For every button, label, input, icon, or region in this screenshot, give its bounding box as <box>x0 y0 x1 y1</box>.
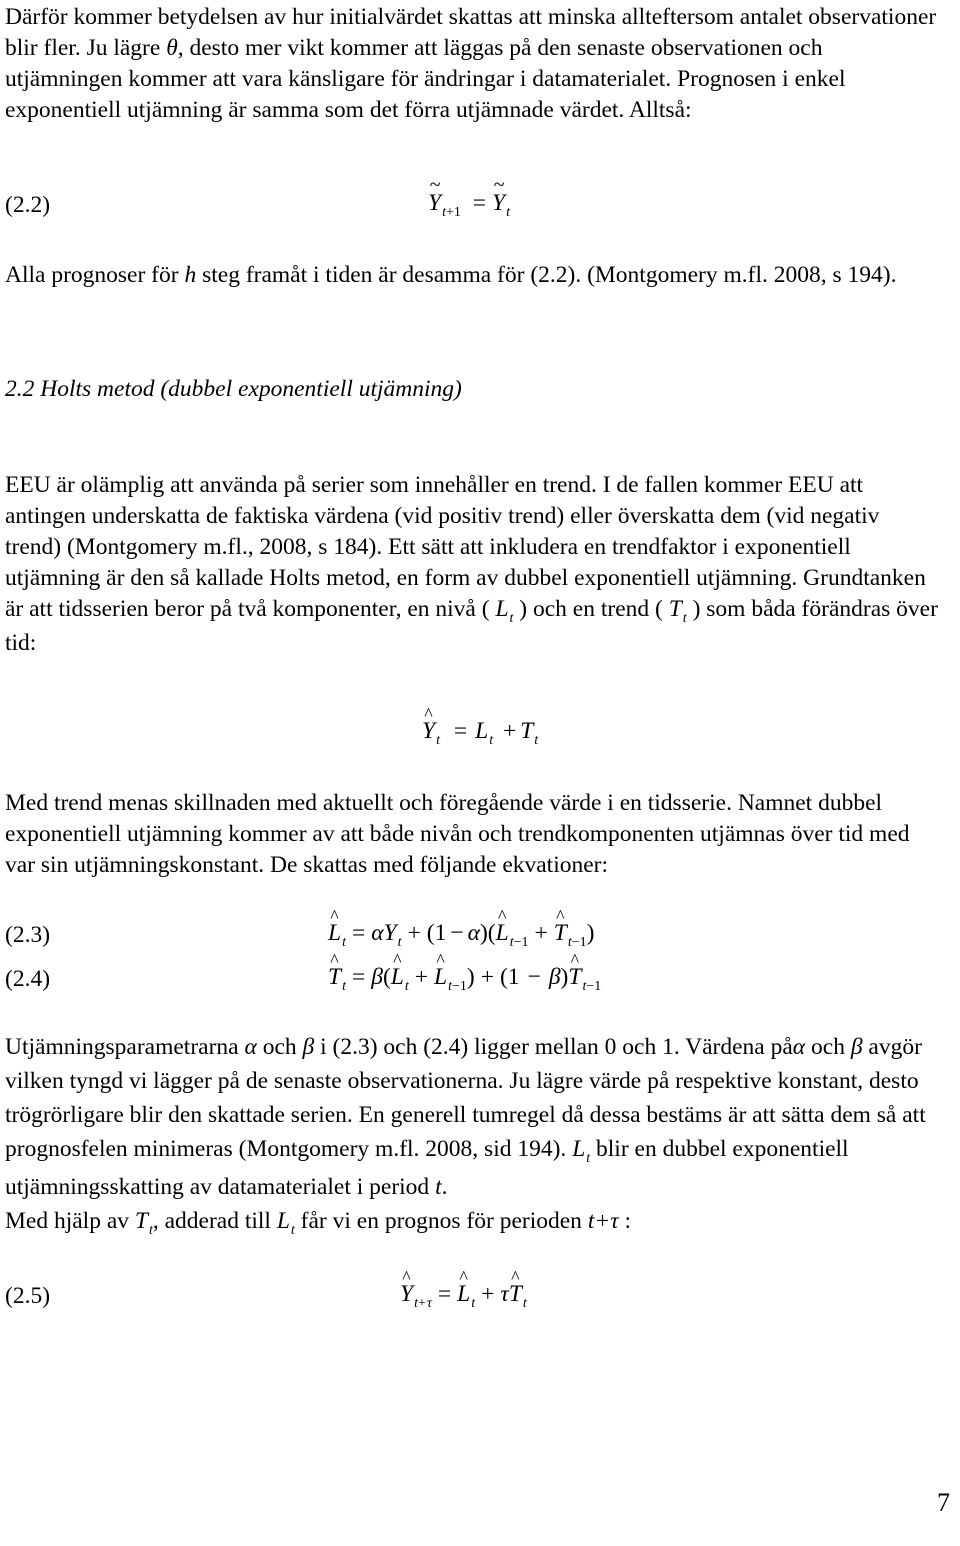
text: . <box>441 1174 448 1200</box>
theta-symbol: θ <box>166 35 178 61</box>
text: blir en dubbel exponentiell utjämningsskatting av datamaterialet i period <box>5 1136 849 1200</box>
paragraph-parameters: Utjämningsparametrarna α och β i (2.3) och (2.4) ligger mellan 0 och 1. Värdena påα och β avgör vilken tyngd vi lägger på de senaste observationerna. Ju lägre värde på respektive konstant, desto trögrörligare blir den skattade serien. En generell tumregel då dessa bestäms är att sätta dem så att prognosfelen minimeras (Montgomery m.fl. 2008, sid 194). $L_t$ blir en dubbel exponentiell utjämningsskatting av datamaterialet i period t. Med hjälp av $T_t$, adderad till $L_t$ får vi en prognos för perioden t+τ : <box>5 1034 926 1238</box>
section-heading: 2.2 Holts metod (dubbel exponentiell utjämning) <box>5 376 462 402</box>
y-tilde: ~ Y <box>492 190 505 217</box>
equation-2-2 <box>428 190 510 220</box>
equation-label-2-4: (2.4) <box>5 966 51 992</box>
equals-sign: = <box>453 718 468 744</box>
equals-sign: = <box>472 190 487 216</box>
text: ) och en trend ( <box>513 596 669 622</box>
text: avgör vilken tyngd vi lägger på de senaste observationerna. Ju lägre värde på respektive konstant, desto trögrörligare blir den skattade serien. En generell tumregel då dessa bestäms är att sätta dem så att prognosfelen minimeras (Montgomery m.fl. 2008, sid 194). <box>5 1034 926 1162</box>
text: , desto mer vikt kommer att läggas på den senaste observationen och utjämningen kommer att vara känsligare för ändringar i datamaterialet. Prognosen i enkel exponentiell utjämning är samma som det förra utjämnade värdet. Alltså: <box>5 35 846 123</box>
text: får vi en prognos för perioden <box>294 1208 588 1234</box>
text: Alla prognoser för <box>5 262 185 288</box>
equation-2-3: ^ $L_t = \alpha Y_t + (1$ − α)(^ $L_{t-1}$ +^ $T_{t-1}$) <box>328 920 594 947</box>
text: i (2.3) och (2.4) ligger mellan 0 och 1. Värdena på <box>314 1034 793 1060</box>
subscript: t <box>436 733 440 748</box>
equation-holt <box>422 718 539 748</box>
subscript: t <box>509 611 514 626</box>
h-symbol: h <box>184 262 197 288</box>
text: och <box>805 1034 851 1060</box>
text: Utjämningsparametrarna <box>5 1034 245 1060</box>
alpha-symbol: α <box>244 1034 257 1060</box>
beta-symbol: β <box>302 1034 315 1060</box>
paragraph-forecasts <box>5 260 940 291</box>
tau-symbol: τ <box>610 1208 619 1234</box>
plus-sign: + <box>502 718 517 744</box>
subscript: 1 <box>453 205 461 220</box>
subscript: t <box>442 205 446 220</box>
text: Därför kommer betydelsen av hur initialvärdet skattas att minska allteftersom antalet observationer blir fler. Ju lägre <box>5 4 937 61</box>
y-hat: ^ Y <box>422 718 435 745</box>
y-tilde: ~ Y <box>428 190 441 217</box>
equation-2-4: ^ $T_t$ = β(^ $L_t$ +^ $L_{t-1}) + (1$ − β)^ $T_{t-1}$ <box>328 964 601 991</box>
l-symbol: L <box>495 596 509 622</box>
paragraph-intro <box>5 2 940 126</box>
t-symbol: T <box>134 1208 148 1234</box>
subscript: t <box>489 733 494 748</box>
text: : <box>618 1208 632 1234</box>
text: och <box>256 1034 303 1060</box>
subscript: + <box>445 205 454 220</box>
alpha-symbol: α <box>792 1034 806 1060</box>
l-symbol: L <box>572 1136 586 1162</box>
text: EEU är olämplig att använda på serier som innehåller en trend. I de fallen kommer EEU att antingen underskatta de faktiska värdena (vid positiv trend) eller överskatta dem (vid negativ trend) (Montgomery m.fl., 2008, s 184). Ett sätt att inkludera en trendfaktor i exponentiell utjämning är den så kallade Holts metod, en form av dubbel exponentiell utjämning. Grundtanken är att tidsserien beror på två komponenter, en nivå ( <box>5 472 926 622</box>
equation-label-2-2: (2.2) <box>5 192 51 218</box>
l-symbol: L <box>475 718 489 744</box>
t-symbol: T <box>520 718 534 744</box>
t-symbol: t <box>435 1174 442 1200</box>
subscript: t <box>534 733 539 748</box>
text: steg framåt i tiden är desamma för (2.2). (Montgomery m.fl. 2008, s 194). <box>196 262 897 288</box>
page-number: 7 <box>937 1488 950 1517</box>
equation-label-2-5: (2.5) <box>5 1283 51 1309</box>
beta-symbol: β <box>850 1034 863 1060</box>
subscript: t <box>682 611 687 626</box>
equation-2-5: ^ $Y_{t+\tau}$ =^ $L_t$ + τ^ $T_t$ <box>400 1281 527 1308</box>
equation-label-2-3: (2.3) <box>5 922 51 948</box>
t-plus: t+ <box>587 1208 611 1234</box>
subscript: t <box>506 205 510 220</box>
paragraph-trend: Med trend menas skillnaden med aktuellt och föregående värde i en tidsserie. Namnet dubbel exponentiell utjämning kommer av att både nivån och trendkomponenten utjämnas över tid med var sin utjämningskonstant. De skattas med följande ekvationer: <box>5 790 910 878</box>
t-symbol: T <box>668 596 682 622</box>
l-symbol: L <box>276 1208 290 1234</box>
text: ) som båda förändras över tid: <box>5 596 938 656</box>
text: Med hjälp av <box>5 1208 135 1234</box>
text: , adderad till <box>152 1208 277 1234</box>
paragraph-holt <box>5 470 940 659</box>
